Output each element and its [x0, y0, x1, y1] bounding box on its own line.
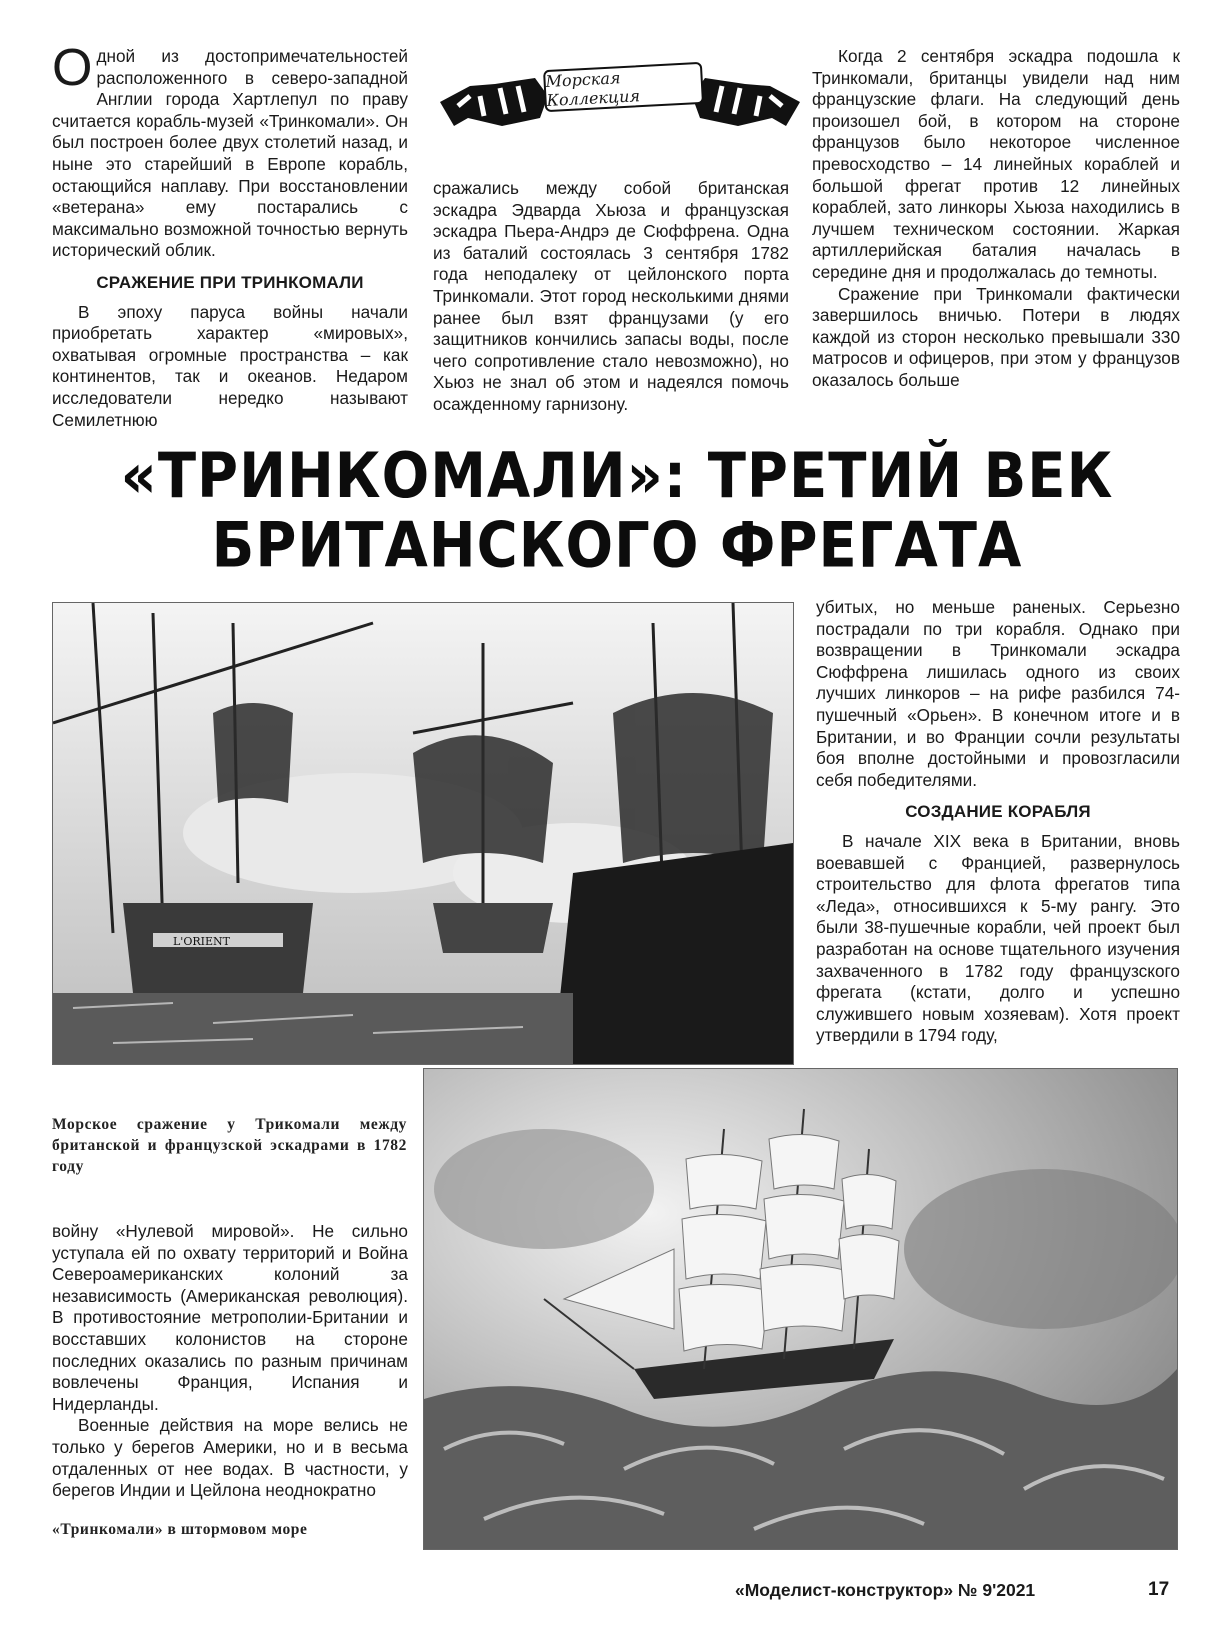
storm-illustration	[423, 1068, 1178, 1550]
paragraph: войну «Нулевой мировой». Не сильно уступала ей по охвату территорий и Война Североамериканских колоний за независимость (Американская революция). В противостояние метрополии-Британии и восставших колонистов на стороне последних оказались по разным причинам вовлечены Франция, Испания и Нидерланды.	[52, 1221, 408, 1414]
paragraph: В начале XIX века в Британии, вновь воевавшей с Францией, развернулось строительство для флота фрегатов типа «Леда», относившихся к 5-му рангу. Это были 38-пушечные корабли, чей проект был разработан на основе тщательного изучения захваченного в 1782 году французского фрегата (кстати, долго и успешно служившего новым хозяевам). Хотя проект утвердили в 1794 году,	[816, 830, 1180, 1046]
paragraph: В эпоху паруса войны начали приобретать характер «мировых», охватывая огромные пространства – как континентов, так и океанов. Недаром исследователи нередко называют Семилетнюю	[52, 301, 408, 430]
frigate-in-storm-painting-icon	[424, 1069, 1177, 1549]
paragraph: Когда 2 сентября эскадра подошла к Тринкомали, британцы увидели над ним французские флаги. На следующий день произошел бой, в котором на стороне французов было некоторое численное превосходство – 14 линейных кораблей и большой фрегат против 12 линейных кораблей, зато линкоры Хьюза находились в лучшем техническом состоянии. Жаркая артиллерийская баталия началась в середине дня и продолжалась до темноты.	[812, 46, 1180, 282]
naval-battle-engraving-icon	[53, 603, 793, 1064]
article-headline	[52, 439, 1182, 582]
drop-cap: О	[52, 39, 93, 97]
storm-caption: «Тринкомали» в штормовом море	[52, 1521, 308, 1538]
paragraph: сражались между собой британская эскадра Эдварда Хьюза и французская эскадра Пьера-Андрэ де Сюффрена. Одна из баталий состоялась 3 сентября 1782 года неподалеку от цейлонского порта Тринкомали. Этот город несколькими днями ранее был взят французами (у его защитников кончились запасы воды, после чего сопротивление стало невозможно), но Хьюз не знал об этом и надеялся помочь осажденному гарнизону.	[433, 178, 789, 414]
ship-label: L'ORIENT	[173, 935, 230, 948]
column-1-lower	[52, 1221, 408, 1502]
intro-paragraph: Одной из достопримечательностей расположенного в северо-западной Англии города Хартлепул по праву считается корабль-музей «Тринкомали». Он был построен более двух столетий назад, и ныне это старейший в Европе корабль, остающийся наплаву. При восстановлении «ветерана» ему постарались с максимально возможной точностью вернуть исторический облик.	[52, 39, 408, 261]
battle-illustration	[52, 602, 794, 1065]
column-1	[52, 39, 408, 431]
headline-line-2: БРИТАНСКОГО ФРЕГАТА	[211, 509, 1023, 582]
column-3-continued	[816, 597, 1180, 1047]
battle-caption: Морское сражение у Трикомали между британской и французской эскадрами в 1782 году	[52, 1116, 407, 1175]
paragraph: убитых, но меньше раненых. Серьезно пострадали по три корабля. Однако при возвращении в Тринкомали эскадра Сюффрена лишилась одного из своих лучших линкоров – на рифе разбился 74-пушечный «Орьен». В конечном итоге и в Британии, и во Франции сочли результаты боя вполне достойными и провозгласили себя победителями.	[816, 597, 1180, 790]
headline-line-1: «ТРИНКОМАЛИ»: ТРЕТИЙ ВЕК	[120, 439, 1114, 513]
section-logo-text: Морская Коллекция	[543, 62, 704, 112]
section-logo	[440, 56, 800, 136]
page-number: 17	[1148, 1579, 1170, 1600]
column-3	[812, 46, 1180, 392]
footer-magazine-issue: «Моделист-конструктор» № 9'2021	[735, 1580, 1036, 1600]
paragraph: Военные действия на море велись не только у берегов Америки, но и в весьма отдаленных от нее водах. В частности, у берегов Индии и Цейлона неоднократно	[52, 1415, 408, 1501]
section-heading-construction: СОЗДАНИЕ КОРАБЛЯ	[905, 802, 1091, 822]
column-2	[433, 178, 789, 416]
paragraph: Сражение при Тринкомали фактически завершилось вничью. Потери в людях каждой из сторон несколько превышали 330 матросов и офицеров, при этом у французов оказалось больше	[812, 283, 1180, 390]
section-heading-battle: СРАЖЕНИЕ ПРИ ТРИНКОМАЛИ	[96, 272, 364, 292]
